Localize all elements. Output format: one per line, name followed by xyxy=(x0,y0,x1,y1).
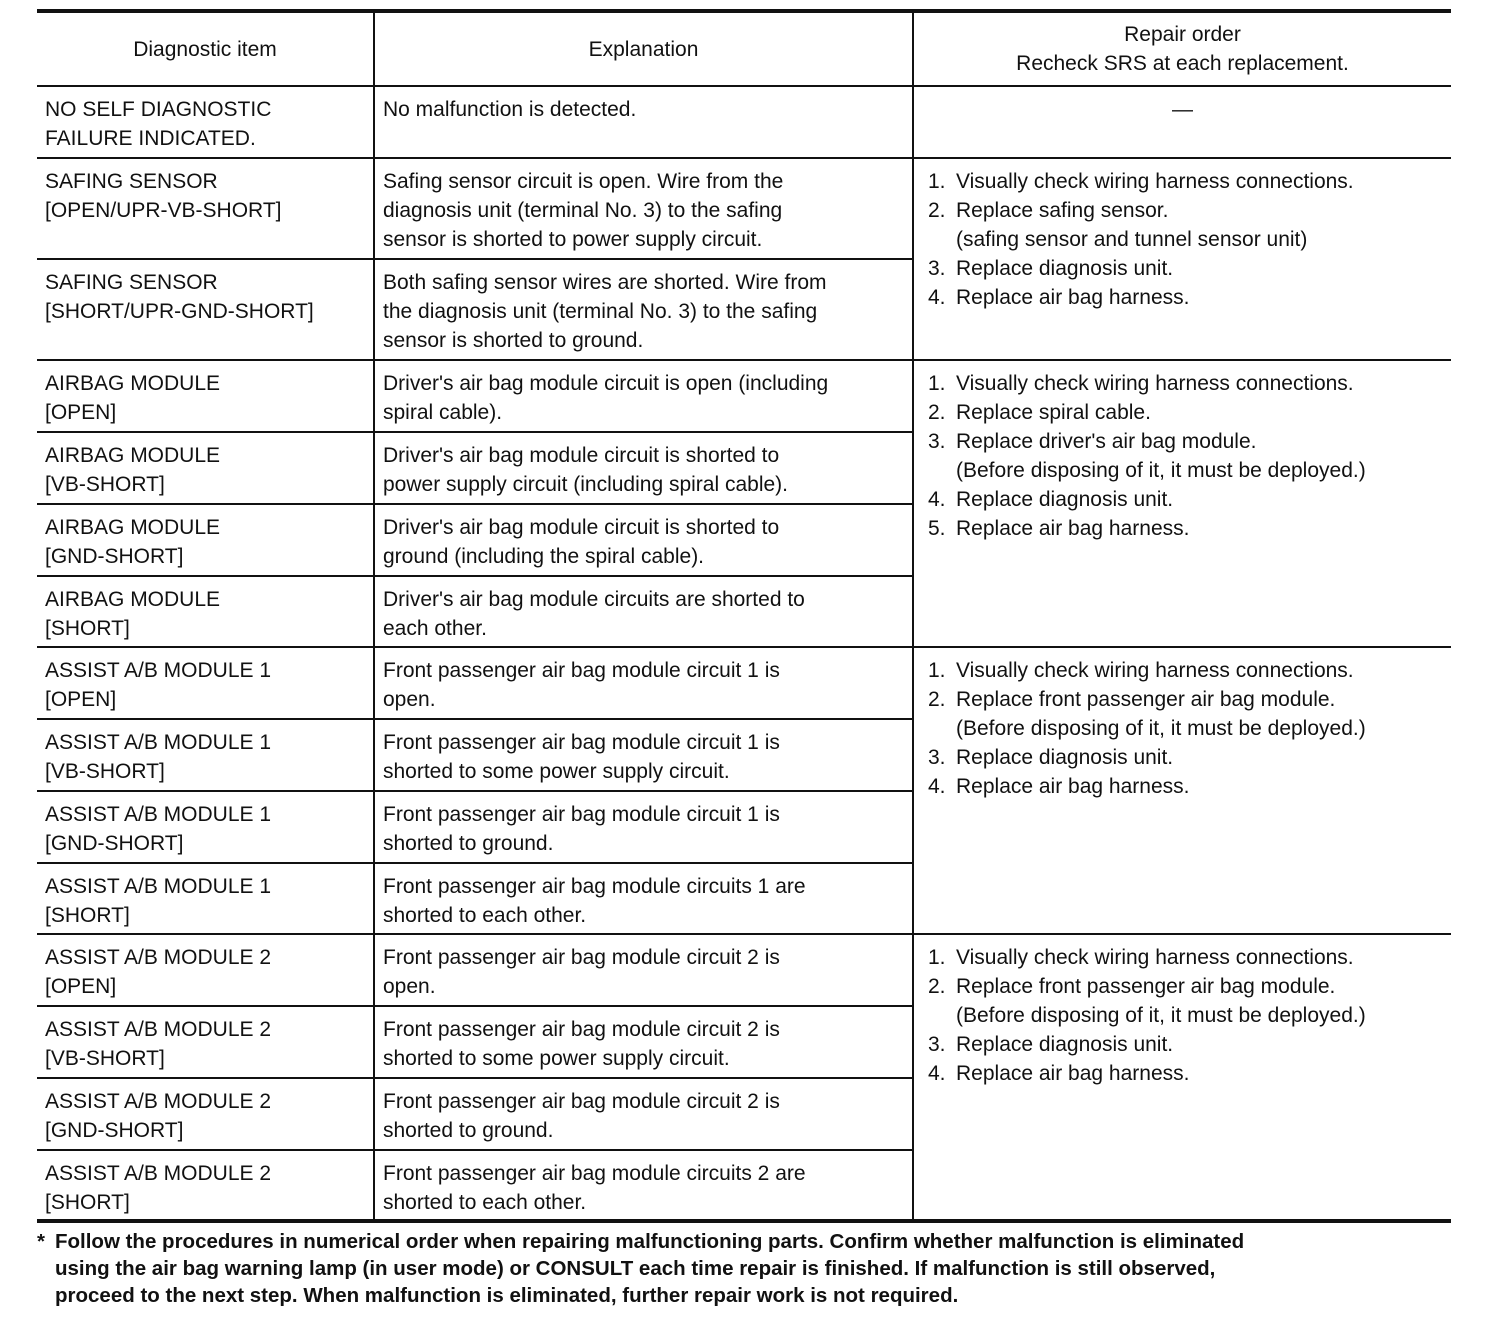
diagnostic-item-cell: SAFING SENSOR [SHORT/UPR-GND-SHORT] xyxy=(37,259,374,360)
footnote xyxy=(37,1228,1451,1309)
repair-step: 5. Replace air bag harness. xyxy=(928,517,1190,540)
explanation-cell: Driver's air bag module circuit is shorted to power supply circuit (including spiral cable). xyxy=(374,432,913,504)
repair-order-cell xyxy=(913,934,1451,1221)
table-row xyxy=(37,934,1451,1006)
repair-order-cell xyxy=(913,158,1451,360)
repair-step: 2. Replace front passenger air bag module. (Before disposing of it, it must be deployed.) xyxy=(928,975,1366,1027)
repair-step: 3. Replace diagnosis unit. xyxy=(928,1033,1174,1056)
header-diagnostic-item: Diagnostic item xyxy=(37,11,374,86)
header-repair-order: Repair order Recheck SRS at each replacement. xyxy=(913,11,1451,86)
explanation-cell: Driver's air bag module circuit is open (including spiral cable). xyxy=(374,360,913,432)
repair-step: 2. Replace safing sensor. (safing sensor and tunnel sensor unit) xyxy=(928,199,1308,251)
repair-order-cell: — xyxy=(1172,98,1193,121)
explanation-cell: Both safing sensor wires are shorted. Wire from the diagnosis unit (terminal No. 3) to the safing sensor is shorted to ground. xyxy=(374,259,913,360)
repair-step: 4. Replace air bag harness. xyxy=(928,775,1190,798)
header-explanation: Explanation xyxy=(374,11,913,86)
diagnostic-item-cell: ASSIST A/B MODULE 2 [VB-SHORT] xyxy=(37,1006,374,1078)
table-row xyxy=(37,647,1451,719)
diagnostic-item-cell: SAFING SENSOR [OPEN/UPR-VB-SHORT] xyxy=(37,158,374,259)
explanation-cell: Front passenger air bag module circuit 2 is shorted to ground. xyxy=(374,1078,913,1150)
table-header-row xyxy=(37,11,1451,86)
repair-step: 4. Replace air bag harness. xyxy=(928,286,1190,309)
explanation-cell: Front passenger air bag module circuits 1 are shorted to each other. xyxy=(374,863,913,934)
footnote-marker: * xyxy=(37,1230,45,1253)
table-row xyxy=(37,360,1451,432)
repair-step: 4. Replace air bag harness. xyxy=(928,1062,1190,1085)
table-row xyxy=(37,158,1451,259)
repair-order-cell xyxy=(913,647,1451,934)
repair-step: 3. Replace diagnosis unit. xyxy=(928,257,1174,280)
repair-step: 1. Visually check wiring harness connections. xyxy=(928,946,1354,969)
diagnostic-table xyxy=(37,9,1451,1223)
table-row xyxy=(37,86,1451,158)
repair-step: 3. Replace driver's air bag module. (Before disposing of it, it must be deployed.) xyxy=(928,430,1366,482)
repair-step: 1. Visually check wiring harness connections. xyxy=(928,170,1354,193)
diagnostic-item-cell: ASSIST A/B MODULE 1 [GND-SHORT] xyxy=(37,791,374,863)
diagnostic-item-cell: ASSIST A/B MODULE 2 [SHORT] xyxy=(37,1150,374,1221)
repair-step: 2. Replace spiral cable. xyxy=(928,401,1151,424)
explanation-cell: Front passenger air bag module circuit 1 is open. xyxy=(374,647,913,719)
explanation-cell: Driver's air bag module circuits are shorted to each other. xyxy=(374,576,913,647)
explanation-cell: Front passenger air bag module circuit 1 is shorted to some power supply circuit. xyxy=(374,719,913,791)
diagnostic-item-cell: ASSIST A/B MODULE 1 [OPEN] xyxy=(37,647,374,719)
diagnostic-item-cell: ASSIST A/B MODULE 2 [GND-SHORT] xyxy=(37,1078,374,1150)
diagnostic-item-cell: ASSIST A/B MODULE 2 [OPEN] xyxy=(37,934,374,1006)
diagnostic-item-cell: AIRBAG MODULE [SHORT] xyxy=(37,576,374,647)
repair-step: 4. Replace diagnosis unit. xyxy=(928,488,1174,511)
explanation-cell: Front passenger air bag module circuits 2 are shorted to each other. xyxy=(374,1150,913,1221)
explanation-cell: Driver's air bag module circuit is shorted to ground (including the spiral cable). xyxy=(374,504,913,576)
diagnostic-item-cell: ASSIST A/B MODULE 1 [SHORT] xyxy=(37,863,374,934)
explanation-cell: Front passenger air bag module circuit 1 is shorted to ground. xyxy=(374,791,913,863)
repair-step: 3. Replace diagnosis unit. xyxy=(928,746,1174,769)
footnote-text: Follow the procedures in numerical order when repairing malfunctioning parts. Confirm whether malfunction is eliminated using the air bag warning lamp (in user mode) or CONSULT each time repair is finished. If malfunction is still observed, proceed to the next step. When malfunction is eliminated, further repair work is not required. xyxy=(55,1230,1245,1307)
diagnostic-item-cell: NO SELF DIAGNOSTIC FAILURE INDICATED. xyxy=(37,86,374,158)
explanation-cell: Front passenger air bag module circuit 2 is open. xyxy=(374,934,913,1006)
diagnostic-item-cell: ASSIST A/B MODULE 1 [VB-SHORT] xyxy=(37,719,374,791)
repair-order-cell xyxy=(913,360,1451,647)
repair-step: 2. Replace front passenger air bag module. (Before disposing of it, it must be deployed.) xyxy=(928,688,1366,740)
diagnostic-item-cell: AIRBAG MODULE [GND-SHORT] xyxy=(37,504,374,576)
diagnostic-item-cell: AIRBAG MODULE [VB-SHORT] xyxy=(37,432,374,504)
diagnostic-item-cell: AIRBAG MODULE [OPEN] xyxy=(37,360,374,432)
explanation-cell: Front passenger air bag module circuit 2 is shorted to some power supply circuit. xyxy=(374,1006,913,1078)
repair-step: 1. Visually check wiring harness connections. xyxy=(928,659,1354,682)
explanation-cell: No malfunction is detected. xyxy=(374,86,913,158)
explanation-cell: Safing sensor circuit is open. Wire from the diagnosis unit (terminal No. 3) to the safing sensor is shorted to power supply circuit. xyxy=(374,158,913,259)
repair-step: 1. Visually check wiring harness connections. xyxy=(928,372,1354,395)
